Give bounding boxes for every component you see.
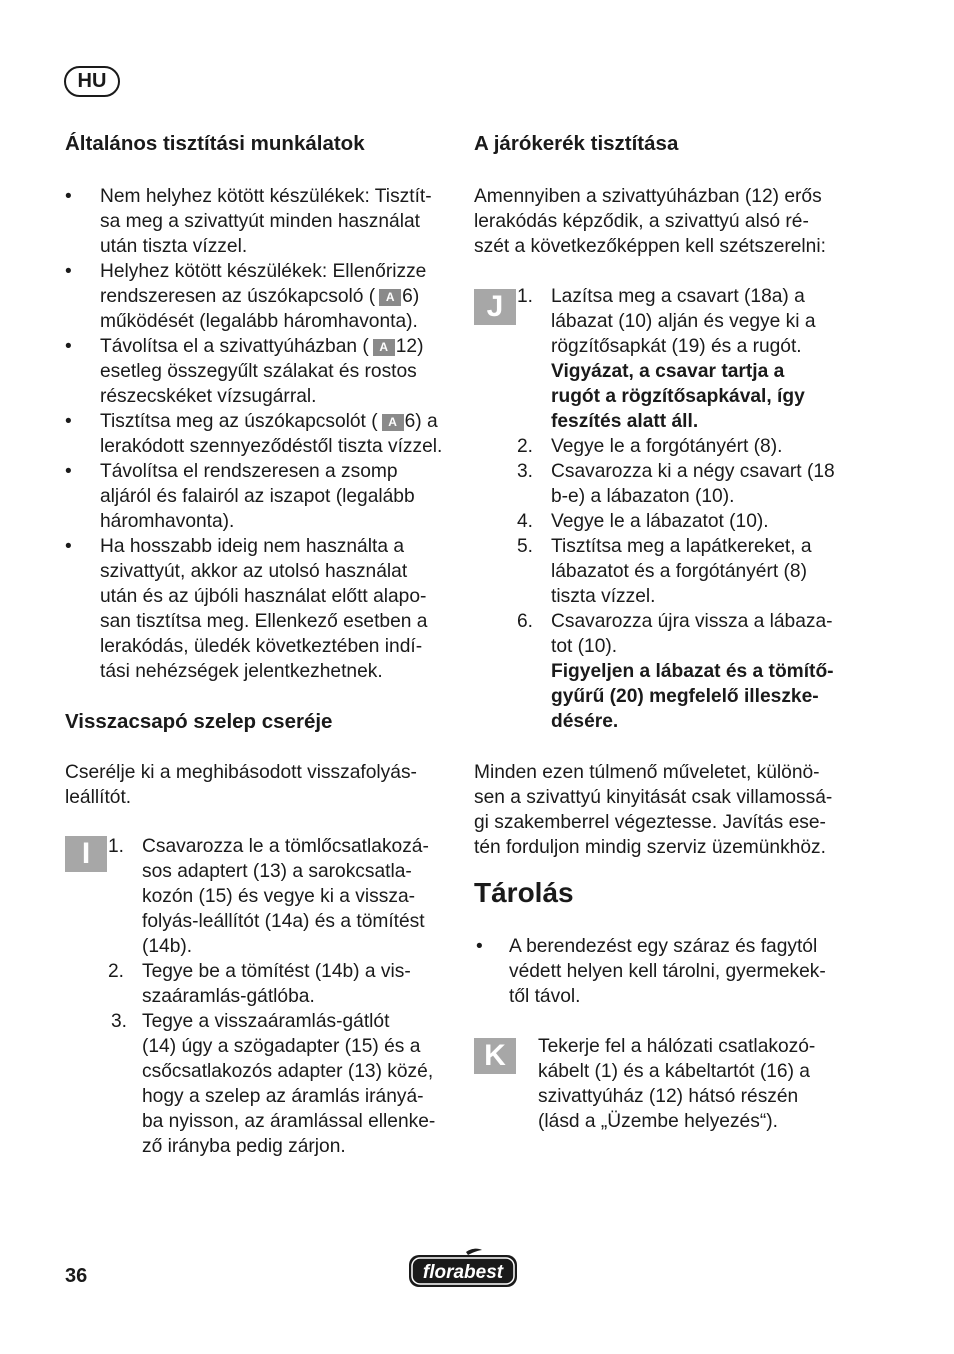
step-number: 2. <box>517 436 534 457</box>
bullet: • <box>65 411 72 432</box>
list-line: után tiszta vízzel. <box>100 236 248 257</box>
warning-line: rugót a rögzítősapkával, így <box>551 386 805 407</box>
step-line: Vegye le a forgótányért (8). <box>551 436 783 457</box>
page-number: 36 <box>65 1265 88 1287</box>
section-title-check-valve: Visszacsapó szelep cseréje <box>65 710 333 733</box>
step-line: Tisztítsa meg a lapátkereket, a <box>551 536 812 557</box>
step-item <box>517 534 862 609</box>
paragraph-line: Cserélje ki a meghibásodott visszafolyás- <box>65 762 417 783</box>
step-number: 4. <box>517 511 534 532</box>
list-line: részecskéket vízsugárral. <box>100 386 317 407</box>
warning-line: Figyeljen a lábazat és a tömítő- <box>551 661 834 682</box>
check-valve-steps <box>108 834 453 1159</box>
general-cleaning-list <box>65 184 455 684</box>
step-line: Csavarozza újra vissza a lábaza- <box>551 611 833 632</box>
step-line: Csavarozza ki a négy csavart (18 <box>551 461 835 482</box>
paragraph-line: (lásd a „Üzembe helyezés“). <box>538 1111 778 1132</box>
language-badge: HU <box>64 66 120 97</box>
impeller-steps <box>517 284 862 734</box>
list-item <box>474 934 864 1009</box>
list-line: aljáról és falairól az iszapot (legalább <box>100 486 415 507</box>
step-line: (14b). <box>142 936 193 957</box>
list-line: san tisztítsa meg. Ellenkező esetben a <box>100 611 428 632</box>
step-line: Vegye le a lábazatot (10). <box>551 511 769 532</box>
warning-line: désére. <box>551 711 619 732</box>
paragraph-line: szivattyúház (12) hátsó részén <box>538 1086 799 1107</box>
list-line: lerakódás, üledék következtében indí- <box>100 636 423 657</box>
step-item <box>108 834 453 959</box>
logo-text: florabest <box>422 1262 504 1283</box>
warning-line: feszítés alatt áll. <box>551 411 699 432</box>
paragraph-line: Amennyiben a szivattyúházban (12) erős <box>474 186 822 207</box>
step-number: 2. <box>108 961 125 982</box>
step-number: 6. <box>517 611 534 632</box>
step-number: 3. <box>111 1011 128 1032</box>
step-line: lábazatot és a forgótányért (8) <box>551 561 807 582</box>
list-line: Távolítsa el a szivattyúházban ( A 12) <box>100 336 424 357</box>
list-line: lerakódott szennyeződéstől tiszta vízzel. <box>100 436 443 457</box>
step-line: Lazítsa meg a csavart (18a) a <box>551 286 805 307</box>
figure-ref-badge: A <box>373 339 395 356</box>
step-line: Tegye be a tömítést (14b) a vis- <box>142 961 411 982</box>
list-item <box>65 334 455 409</box>
logo-leaf <box>466 1249 482 1255</box>
list-line: A berendezést egy száraz és fagytól <box>509 936 818 957</box>
figure-ref-badge: A <box>379 289 401 306</box>
florabest-logo <box>406 1246 520 1290</box>
figure-ref-badge: A <box>382 414 404 431</box>
warning-line: Vigyázat, a csavar tartja a <box>551 361 785 382</box>
paragraph-line: lerakódás képződik, a szivattyú alsó ré- <box>474 211 809 232</box>
step-line: ző irányba pedig zárjon. <box>142 1136 346 1157</box>
step-item <box>517 609 862 734</box>
list-line: Nem helyhez kötött készülékek: Tisztít- <box>100 186 432 207</box>
figure-marker-k: K <box>474 1038 516 1074</box>
impeller-outro <box>474 760 832 860</box>
paragraph-line: sen a szivattyú kinyitását csak villamossá- <box>474 787 833 808</box>
figure-marker-i: I <box>65 836 107 872</box>
section-title-storage: Tárolás <box>474 877 574 908</box>
step-line: folyás-leállítót (14a) és a tömítést <box>142 911 425 932</box>
step-line: tiszta vízzel. <box>551 586 656 607</box>
paragraph-line: leállítót. <box>65 787 132 808</box>
impeller-intro <box>474 184 826 259</box>
list-item <box>65 534 455 684</box>
step-number: 1. <box>108 836 125 857</box>
section-title-general-cleaning: Általános tisztítási munkálatok <box>65 132 365 155</box>
list-line: rendszeresen az úszókapcsoló ( A 6) <box>100 286 420 307</box>
paragraph-line: kábelt (1) és a kábeltartót (16) a <box>538 1061 810 1082</box>
list-item <box>65 459 455 534</box>
list-line: Helyhez kötött készülékek: Ellenőrizze <box>100 261 427 282</box>
step-line: tot (10). <box>551 636 618 657</box>
list-item <box>65 409 455 459</box>
step-number: 5. <box>517 536 534 557</box>
paragraph-line: tén forduljon mindig szerviz üzemünkhöz. <box>474 837 826 858</box>
step-item <box>517 434 862 459</box>
bullet: • <box>65 261 72 282</box>
bullet: • <box>65 186 72 207</box>
storage-list <box>474 934 864 1009</box>
step-line: b-e) a lábazaton (10). <box>551 486 735 507</box>
step-item <box>108 959 453 1009</box>
paragraph-line: gi szakemberrel végeztesse. Javítás ese- <box>474 812 826 833</box>
list-line: háromhavonta). <box>100 511 235 532</box>
paragraph-line: szét a következőképpen kell szétszerelni: <box>474 236 826 257</box>
bullet: • <box>65 536 72 557</box>
figure-marker-j: J <box>474 289 516 325</box>
list-line: sa meg a szivattyút minden használat <box>100 211 420 232</box>
step-line: (14) úgy a szögadapter (15) és a <box>142 1036 421 1057</box>
step-line: Tegye a visszaáramlás-gátlót <box>142 1011 390 1032</box>
step-line: ba nyisson, az áramlással ellenke- <box>142 1111 436 1132</box>
list-line: szivattyút, akkor az utolsó használat <box>100 561 408 582</box>
list-line: Távolítsa el rendszeresen a zsomp <box>100 461 398 482</box>
list-line: után és az újbóli használat előtt alapo- <box>100 586 427 607</box>
logo-graphic <box>406 1246 520 1290</box>
step-line: rögzítősapkát (19) és a rugót. <box>551 336 802 357</box>
step-line: sos adaptert (13) a sarokcsatla- <box>142 861 412 882</box>
list-line: től távol. <box>509 986 581 1007</box>
step-line: Csavarozza le a tömlőcsatlakozá- <box>142 836 429 857</box>
section-title-impeller-cleaning: A járókerék tisztítása <box>474 132 679 155</box>
paragraph-line: Minden ezen túlmenő műveletet, különö- <box>474 762 820 783</box>
bullet: • <box>65 461 72 482</box>
step-number: 1. <box>517 286 534 307</box>
bullet: • <box>65 336 72 357</box>
step-item <box>517 459 862 509</box>
step-line: szaáramlás-gátlóba. <box>142 986 315 1007</box>
list-line: Ha hosszabb ideig nem használta a <box>100 536 404 557</box>
list-item <box>65 259 455 334</box>
warning-line: gyűrű (20) megfelelő illeszke- <box>551 686 819 707</box>
storage-cable-text <box>538 1034 815 1134</box>
list-line: tási nehézségek jelentkezhetnek. <box>100 661 383 682</box>
step-line: kozón (15) és vegye ki a vissza- <box>142 886 416 907</box>
check-valve-intro <box>65 760 417 810</box>
bullet: • <box>476 936 483 957</box>
list-line: Tisztítsa meg az úszókapcsolót ( A 6) a <box>100 411 438 432</box>
step-item <box>108 1009 453 1159</box>
step-item <box>517 284 862 434</box>
list-item <box>65 184 455 259</box>
list-line: esetleg összegyűlt szálakat és rostos <box>100 361 417 382</box>
list-line: védett helyen kell tárolni, gyermekek- <box>509 961 826 982</box>
step-line: hogy a szelep az áramlás irányá- <box>142 1086 424 1107</box>
step-line: lábazat (10) alján és vegye ki a <box>551 311 816 332</box>
paragraph-line: Tekerje fel a hálózati csatlakozó- <box>538 1036 816 1057</box>
step-number: 3. <box>517 461 534 482</box>
list-line: működését (legalább háromhavonta). <box>100 311 418 332</box>
step-item <box>517 509 862 534</box>
step-line: csőcsatlakozós adapter (13) közé, <box>142 1061 434 1082</box>
